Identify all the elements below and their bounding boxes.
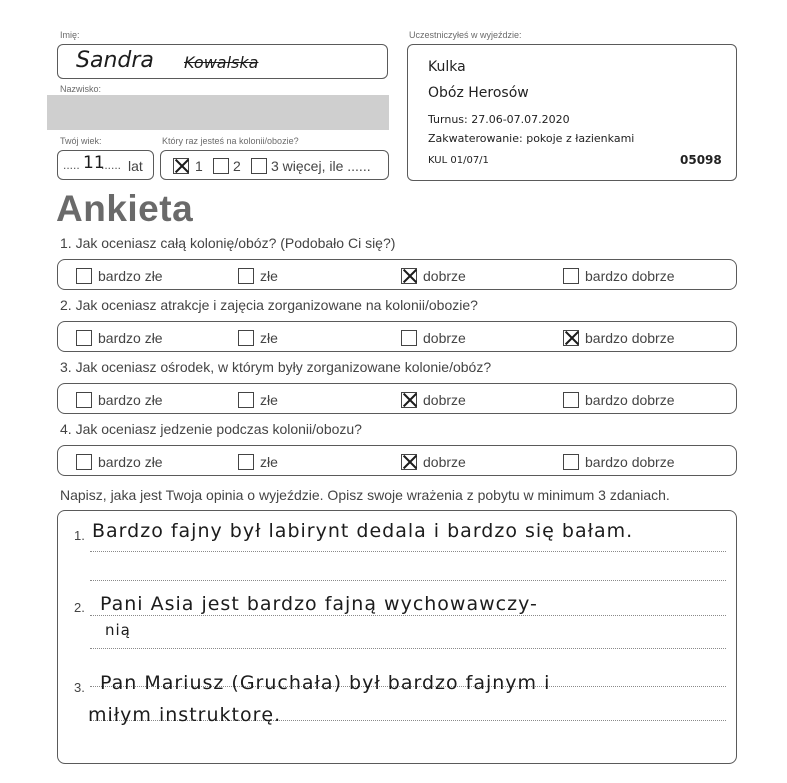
opinion-answer: Bardzo fajny był labirynt dedala i bardzo się bałam. bbox=[92, 520, 634, 542]
rating-checkbox[interactable] bbox=[76, 392, 92, 408]
rating-option-label: bardzo złe bbox=[98, 268, 163, 284]
opinion-line bbox=[90, 648, 726, 649]
question-options-row bbox=[57, 383, 737, 414]
which-time-field[interactable] bbox=[160, 150, 389, 180]
rating-option-label: dobrze bbox=[423, 392, 466, 408]
question-options-row bbox=[57, 445, 737, 476]
trip-turnus: Turnus: 27.06-07.07.2020 bbox=[428, 113, 570, 126]
age-field[interactable]: ..... 11 ...... lat bbox=[57, 150, 154, 180]
which-time-checkbox-3[interactable] bbox=[251, 158, 267, 174]
rating-checkbox[interactable] bbox=[76, 268, 92, 284]
rating-option-label: złe bbox=[260, 330, 278, 346]
rating-checkbox[interactable] bbox=[76, 454, 92, 470]
rating-checkbox[interactable] bbox=[401, 330, 417, 346]
rating-option-label: dobrze bbox=[423, 330, 466, 346]
rating-option[interactable] bbox=[563, 328, 675, 348]
rating-option-label: bardzo dobrze bbox=[585, 268, 675, 284]
rating-option[interactable] bbox=[563, 266, 675, 286]
surname-label: Nazwisko: bbox=[60, 84, 102, 94]
question-text: 1. Jak oceniasz całą kolonię/obóz? (Podobało Ci się?) bbox=[60, 235, 396, 251]
rating-option[interactable] bbox=[238, 390, 278, 410]
name-label: Imię: bbox=[60, 30, 80, 40]
opinion-line bbox=[90, 615, 726, 616]
trip-line2: Obóz Herosów bbox=[428, 85, 529, 101]
opinion-line bbox=[90, 551, 726, 552]
rating-option[interactable] bbox=[401, 390, 466, 410]
rating-checkbox[interactable] bbox=[238, 268, 254, 284]
rating-option[interactable] bbox=[401, 328, 466, 348]
rating-option[interactable] bbox=[563, 390, 675, 410]
name-crossed: Kowalska bbox=[184, 53, 259, 72]
rating-option[interactable] bbox=[563, 452, 675, 472]
rating-option-label: bardzo złe bbox=[98, 392, 163, 408]
trip-number: 05098 bbox=[680, 153, 722, 167]
rating-option-label: złe bbox=[260, 392, 278, 408]
rating-option[interactable] bbox=[76, 328, 163, 348]
which-time-label: Który raz jesteś na kolonii/obozie? bbox=[162, 136, 299, 146]
rating-checkbox[interactable] bbox=[563, 454, 579, 470]
question-options-row bbox=[57, 321, 737, 352]
rating-checkbox[interactable] bbox=[401, 268, 417, 284]
rating-option-label: złe bbox=[260, 268, 278, 284]
rating-option-label: złe bbox=[260, 454, 278, 470]
rating-checkbox[interactable] bbox=[563, 392, 579, 408]
rating-option[interactable] bbox=[401, 266, 466, 286]
age-label: Twój wiek: bbox=[60, 136, 102, 146]
rating-option-label: bardzo dobrze bbox=[585, 330, 675, 346]
opinion-answer: Pan Mariusz (Gruchała) był bardzo fajnym i bbox=[100, 672, 551, 694]
rating-checkbox[interactable] bbox=[76, 330, 92, 346]
question-text: 4. Jak oceniasz jedzenie podczas kolonii/obozu? bbox=[60, 421, 362, 437]
question-text: 2. Jak oceniasz atrakcje i zajęcia zorganizowane na kolonii/obozie? bbox=[60, 297, 478, 313]
rating-option-label: dobrze bbox=[423, 268, 466, 284]
trip-label: Uczestniczyłeś w wyjeździe: bbox=[409, 30, 522, 40]
survey-title: Ankieta bbox=[56, 188, 194, 229]
rating-checkbox[interactable] bbox=[563, 330, 579, 346]
name-field[interactable] bbox=[57, 44, 388, 79]
rating-option-label: dobrze bbox=[423, 454, 466, 470]
opinion-answer: nią bbox=[105, 621, 131, 639]
rating-checkbox[interactable] bbox=[401, 454, 417, 470]
rating-option-label: bardzo dobrze bbox=[585, 454, 675, 470]
rating-option[interactable] bbox=[76, 452, 163, 472]
opinion-label: Napisz, jaka jest Twoja opinia o wyjeździe. Opisz swoje wrażenia z pobytu w minimum 3 zdaniach. bbox=[60, 487, 670, 503]
rating-checkbox[interactable] bbox=[401, 392, 417, 408]
opinion-number: 2. bbox=[74, 600, 85, 615]
trip-line1: Kulka bbox=[428, 59, 466, 75]
rating-checkbox[interactable] bbox=[238, 454, 254, 470]
rating-checkbox[interactable] bbox=[238, 392, 254, 408]
surname-redaction bbox=[47, 95, 389, 130]
question-text: 3. Jak oceniasz ośrodek, w którym były zorganizowane kolonie/obóz? bbox=[60, 359, 492, 375]
rating-option[interactable] bbox=[76, 266, 163, 286]
rating-option[interactable] bbox=[238, 266, 278, 286]
rating-checkbox[interactable] bbox=[563, 268, 579, 284]
rating-option-label: bardzo złe bbox=[98, 330, 163, 346]
age-value: 11 bbox=[83, 153, 105, 173]
which-time-opt1: 1 bbox=[195, 158, 203, 174]
trip-accommodation: Zakwaterowanie: pokoje z łazienkami bbox=[428, 132, 635, 145]
rating-option[interactable] bbox=[238, 328, 278, 348]
which-time-checkbox-2[interactable] bbox=[213, 158, 229, 174]
which-time-checkbox-1[interactable] bbox=[173, 158, 189, 174]
rating-option[interactable] bbox=[238, 452, 278, 472]
opinion-number: 3. bbox=[74, 680, 85, 695]
opinion-number: 1. bbox=[74, 528, 85, 543]
trip-code: KUL 01/07/1 bbox=[428, 155, 489, 166]
question-options-row bbox=[57, 259, 737, 290]
rating-option[interactable] bbox=[76, 390, 163, 410]
rating-option-label: bardzo dobrze bbox=[585, 392, 675, 408]
rating-checkbox[interactable] bbox=[238, 330, 254, 346]
which-time-opt3: 3 więcej, ile ...... bbox=[271, 158, 371, 174]
rating-option-label: bardzo złe bbox=[98, 454, 163, 470]
opinion-line bbox=[90, 580, 726, 581]
which-time-opt2: 2 bbox=[233, 158, 241, 174]
opinion-answer: miłym instruktorę. bbox=[88, 704, 282, 726]
trip-box bbox=[407, 44, 737, 181]
name-value: Sandra bbox=[76, 48, 154, 73]
age-unit: lat bbox=[128, 158, 143, 174]
opinion-answer: Pani Asia jest bardzo fajną wychowawczy- bbox=[100, 593, 538, 615]
rating-option[interactable] bbox=[401, 452, 466, 472]
